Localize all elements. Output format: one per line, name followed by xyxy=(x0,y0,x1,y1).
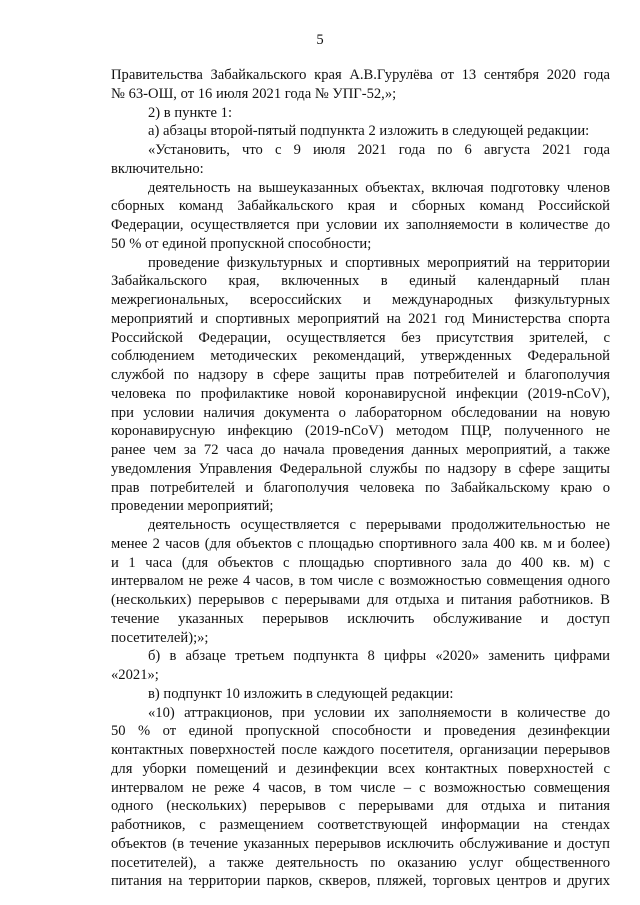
text-line: в) подпункт 10 изложить в следующей редакции: xyxy=(148,685,454,702)
paragraph xyxy=(111,179,610,254)
text-line: деятельность на вышеуказанных объектах, включая подготовку членов xyxy=(148,179,610,196)
text-line: прав потребителей и благополучия человека по Забайкальскому краю о xyxy=(111,479,610,496)
text-line: мероприятий и спортивных мероприятий на 2021 год Министерства спорта xyxy=(111,310,610,327)
text-line: № 63-ОШ, от 16 июля 2021 года № УПГ-52,»; xyxy=(111,85,397,102)
text-line: 50 % от единой пропускной способности; xyxy=(111,235,372,252)
text-line: для уборки помещений и дезинфекции всех контактных поверхностей с xyxy=(111,760,610,777)
text-line: Правительства Забайкальского края А.В.Гурулёва от 13 сентября 2020 года xyxy=(111,67,610,83)
text-line: б) в абзаце третьем подпункта 8 цифры «2020» заменить цифрами xyxy=(148,648,610,665)
text-line: менее 2 часов (для объектов с площадью спортивного зала 400 кв. м и более) xyxy=(111,535,610,552)
text-line: проведение физкультурных и спортивных мероприятий на территории xyxy=(148,254,610,271)
text-line: (нескольких) перерывов с перерывами для отдыха и питания работников. В xyxy=(111,592,610,608)
text-line: сборных команд Забайкальского края и сборных команд Российской xyxy=(111,198,610,215)
text-line: ранее чем за 72 часа до начала проведения данных мероприятий, а также xyxy=(111,442,610,458)
text-line: «2021»; xyxy=(111,667,159,683)
paragraph xyxy=(111,254,610,517)
text-line: посетителей);»; xyxy=(111,629,209,646)
text-line: Забайкальского края, включенных в единый календарный план xyxy=(111,273,610,290)
page-number: 5 xyxy=(316,32,324,48)
text-line: посетителей), а также деятельность по оказанию услуг общественного xyxy=(111,854,610,871)
text-line: а) абзацы второй-пятый подпункта 2 изложить в следующей редакции: xyxy=(148,123,590,140)
paragraph xyxy=(111,141,610,179)
text-line: интервалом не реже 4 часов, в том числе – с возможностью совмещения xyxy=(111,779,610,796)
text-line: межрегиональных, всероссийских и международных физкультурных xyxy=(111,292,610,308)
document-body xyxy=(111,66,610,891)
paragraph xyxy=(111,685,610,704)
text-line: одного (нескольких) перерывов с перерывами для отдыха и питания xyxy=(111,798,610,815)
text-line: деятельность осуществляется с перерывами продолжительностью не xyxy=(148,517,610,533)
text-line: работников, с размещением соответствующей информации на стендах xyxy=(111,817,610,833)
text-line: течение указанных перерывов исключить обслуживание и доступ xyxy=(111,610,610,627)
text-line: Российской Федерации, осуществляется без присутствия зрителей, с xyxy=(111,329,610,346)
text-line: службой по надзору в сфере защиты прав потребителей и благополучия xyxy=(111,367,610,383)
paragraph xyxy=(111,516,610,647)
text-line: «Установить, что с 9 июля 2021 года по 6 августа 2021 года xyxy=(148,142,610,158)
paragraph xyxy=(111,66,610,104)
text-line: при условии наличия документа о лабораторном обследовании на новую xyxy=(111,404,610,421)
text-line: соблюдением методических рекомендаций, утвержденных Федеральной xyxy=(111,348,610,365)
text-line: объектов (в течение указанных перерывов исключить обслуживание и доступ xyxy=(111,835,610,852)
text-line: интервалом не реже 4 часов, в том числе с возможностью совмещения одного xyxy=(111,573,610,590)
paragraph xyxy=(111,704,610,892)
text-line: 2) в пункте 1: xyxy=(148,104,233,121)
text-line: и 1 часа (для объектов с площадью спортивного зала до 400 кв. м) с xyxy=(111,554,610,571)
text-line: Федерации, осуществляется при условии их заполняемости в количестве до xyxy=(111,217,610,233)
text-line: контактных поверхностей после каждого посетителя, организации перерывов xyxy=(111,742,610,758)
paragraph xyxy=(111,122,610,141)
paragraph xyxy=(111,104,610,123)
text-line: коронавирусную инфекцию (2019-nCoV) методом ПЦР, полученного не xyxy=(111,423,610,440)
text-line: питания на территории парков, скверов, пляжей, торговых центров и других xyxy=(111,873,610,890)
text-line: человека по профилактике новой коронавирусной инфекции (2019-nCoV), xyxy=(111,385,610,402)
paragraph xyxy=(111,647,610,685)
text-line: уведомления Управления Федеральной службы по надзору в сфере защиты xyxy=(111,460,610,477)
text-line: 50 % от единой пропускной способности и проведения дезинфекции xyxy=(111,723,610,740)
text-line: проведении мероприятий; xyxy=(111,498,274,515)
text-line: включительно: xyxy=(111,160,204,177)
text-line: «10) аттракционов, при условии их заполняемости в количестве до xyxy=(148,704,610,721)
